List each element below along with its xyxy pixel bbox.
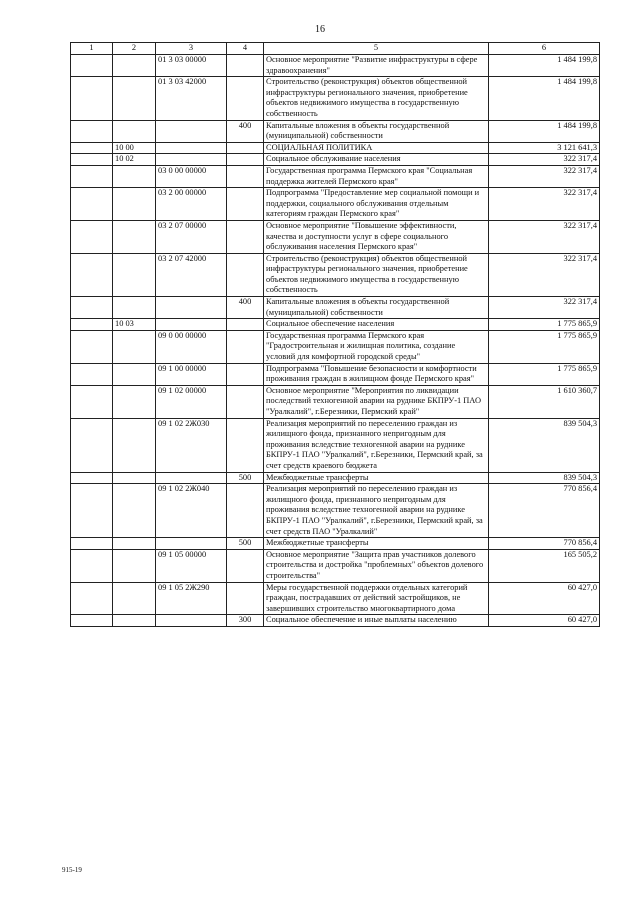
table-row bbox=[71, 120, 600, 142]
cell-section: 10 00 bbox=[113, 142, 156, 154]
cell-section bbox=[113, 297, 156, 319]
column-header: 3 bbox=[156, 43, 227, 55]
cell-col1 bbox=[71, 385, 113, 418]
table-row bbox=[71, 142, 600, 154]
cell-section bbox=[113, 418, 156, 472]
cell-col1 bbox=[71, 165, 113, 187]
cell-col1 bbox=[71, 549, 113, 582]
cell-amount: 322 317,4 bbox=[489, 154, 600, 166]
column-header: 1 bbox=[71, 43, 113, 55]
cell-target-article: 03 0 00 00000 bbox=[156, 165, 227, 187]
cell-target-article bbox=[156, 538, 227, 550]
cell-col1 bbox=[71, 418, 113, 472]
cell-target-article bbox=[156, 297, 227, 319]
cell-target-article: 03 2 07 00000 bbox=[156, 220, 227, 253]
cell-expense-type: 300 bbox=[227, 615, 264, 627]
cell-amount: 1 610 360,7 bbox=[489, 385, 600, 418]
cell-expense-type bbox=[227, 319, 264, 331]
cell-col1 bbox=[71, 55, 113, 77]
cell-amount: 839 504,3 bbox=[489, 472, 600, 484]
cell-amount: 322 317,4 bbox=[489, 188, 600, 221]
table-row bbox=[71, 538, 600, 550]
cell-expense-type bbox=[227, 582, 264, 615]
cell-expense-type bbox=[227, 418, 264, 472]
table-row bbox=[71, 615, 600, 627]
cell-target-article bbox=[156, 154, 227, 166]
cell-name: Основное мероприятие "Развитие инфраструктуры в сфере здравоохранения" bbox=[264, 55, 489, 77]
cell-name: Социальное обслуживание населения bbox=[264, 154, 489, 166]
cell-name: Государственная программа Пермского края "Градостроительная и жилищная политика, создание условий для комфортной городской среды" bbox=[264, 330, 489, 363]
cell-col1 bbox=[71, 188, 113, 221]
column-header: 4 bbox=[227, 43, 264, 55]
table-row bbox=[71, 549, 600, 582]
cell-target-article: 09 1 05 00000 bbox=[156, 549, 227, 582]
cell-name: Строительство (реконструкция) объектов общественной инфраструктуры регионального значения, приобретение объектов недвижимого имущества в государственную собственность bbox=[264, 77, 489, 120]
table-row bbox=[71, 582, 600, 615]
table-row bbox=[71, 55, 600, 77]
table-row bbox=[71, 319, 600, 331]
cell-expense-type bbox=[227, 220, 264, 253]
cell-name: Меры государственной поддержки отдельных категорий граждан, пострадавших от действий застройщиков, не завершивших строительство многоквартирного дома bbox=[264, 582, 489, 615]
cell-section bbox=[113, 253, 156, 296]
cell-amount: 322 317,4 bbox=[489, 165, 600, 187]
cell-section: 10 03 bbox=[113, 319, 156, 331]
cell-target-article: 01 3 03 00000 bbox=[156, 55, 227, 77]
table-row bbox=[71, 297, 600, 319]
table-row bbox=[71, 165, 600, 187]
cell-col1 bbox=[71, 154, 113, 166]
cell-section bbox=[113, 363, 156, 385]
cell-name: Подпрограмма "Повышение безопасности и комфортности проживания граждан в жилищном фонде Пермского края" bbox=[264, 363, 489, 385]
cell-amount: 1 484 199,8 bbox=[489, 55, 600, 77]
cell-amount: 322 317,4 bbox=[489, 253, 600, 296]
cell-col1 bbox=[71, 484, 113, 538]
cell-amount: 770 856,4 bbox=[489, 484, 600, 538]
cell-expense-type bbox=[227, 330, 264, 363]
cell-expense-type bbox=[227, 154, 264, 166]
cell-name: Основное мероприятие "Повышение эффективности, качества и доступности услуг в сфере социального обслуживания населения Пермского края" bbox=[264, 220, 489, 253]
cell-expense-type bbox=[227, 77, 264, 120]
cell-name: Реализация мероприятий по переселению граждан из жилищного фонда, признанного непригодным для проживания вследствие техногенной аварии на руднике БКПРУ-1 ПАО "Уралкалий", г.Березники, Пермский край, за счет средств ПАО "Уралкалий" bbox=[264, 484, 489, 538]
cell-target-article: 09 1 02 00000 bbox=[156, 385, 227, 418]
cell-section bbox=[113, 385, 156, 418]
cell-col1 bbox=[71, 120, 113, 142]
cell-section: 10 02 bbox=[113, 154, 156, 166]
cell-target-article: 03 2 00 00000 bbox=[156, 188, 227, 221]
cell-target-article: 09 0 00 00000 bbox=[156, 330, 227, 363]
cell-name: Основное мероприятие "Защита прав участников долевого строительства и достройка "проблемных" объектов долевого строительства" bbox=[264, 549, 489, 582]
cell-expense-type bbox=[227, 188, 264, 221]
cell-section bbox=[113, 538, 156, 550]
cell-col1 bbox=[71, 582, 113, 615]
cell-name: Реализация мероприятий по переселению граждан из жилищного фонда, признанного непригодным для проживания вследствие техногенной аварии на руднике БКПРУ-1 ПАО "Уралкалий", г.Березники, Пермский край, за счет средств краевого бюджета bbox=[264, 418, 489, 472]
cell-expense-type bbox=[227, 363, 264, 385]
table-row bbox=[71, 253, 600, 296]
cell-col1 bbox=[71, 472, 113, 484]
cell-col1 bbox=[71, 297, 113, 319]
cell-section bbox=[113, 484, 156, 538]
cell-amount: 839 504,3 bbox=[489, 418, 600, 472]
cell-target-article: 09 1 05 2Ж290 bbox=[156, 582, 227, 615]
cell-target-article: 03 2 07 42000 bbox=[156, 253, 227, 296]
cell-target-article: 09 1 02 2Ж030 bbox=[156, 418, 227, 472]
cell-section bbox=[113, 55, 156, 77]
cell-name: Социальное обеспечение и иные выплаты населению bbox=[264, 615, 489, 627]
table-header-row bbox=[71, 43, 600, 55]
cell-expense-type bbox=[227, 484, 264, 538]
cell-name: Капитальные вложения в объекты государственной (муниципальной) собственности bbox=[264, 120, 489, 142]
cell-target-article bbox=[156, 120, 227, 142]
cell-expense-type: 400 bbox=[227, 297, 264, 319]
table-row bbox=[71, 484, 600, 538]
cell-target-article: 01 3 03 42000 bbox=[156, 77, 227, 120]
cell-col1 bbox=[71, 142, 113, 154]
table-row bbox=[71, 77, 600, 120]
cell-col1 bbox=[71, 538, 113, 550]
cell-target-article bbox=[156, 472, 227, 484]
cell-amount: 165 505,2 bbox=[489, 549, 600, 582]
cell-col1 bbox=[71, 253, 113, 296]
cell-amount: 60 427,0 bbox=[489, 615, 600, 627]
cell-target-article: 09 1 00 00000 bbox=[156, 363, 227, 385]
page-number: 16 bbox=[315, 24, 325, 35]
cell-expense-type bbox=[227, 385, 264, 418]
cell-expense-type: 500 bbox=[227, 472, 264, 484]
table-row bbox=[71, 418, 600, 472]
cell-section bbox=[113, 120, 156, 142]
cell-section bbox=[113, 330, 156, 363]
cell-amount: 322 317,4 bbox=[489, 297, 600, 319]
cell-amount: 1 775 865,9 bbox=[489, 319, 600, 331]
cell-col1 bbox=[71, 220, 113, 253]
cell-expense-type bbox=[227, 253, 264, 296]
table-row bbox=[71, 472, 600, 484]
cell-col1 bbox=[71, 330, 113, 363]
cell-expense-type bbox=[227, 55, 264, 77]
column-header: 2 bbox=[113, 43, 156, 55]
cell-amount: 322 317,4 bbox=[489, 220, 600, 253]
cell-target-article: 09 1 02 2Ж040 bbox=[156, 484, 227, 538]
cell-expense-type bbox=[227, 549, 264, 582]
cell-amount: 1 775 865,9 bbox=[489, 330, 600, 363]
table-row bbox=[71, 220, 600, 253]
budget-table bbox=[70, 42, 600, 627]
cell-name: Основное мероприятие "Мероприятия по ликвидации последствий техногенной аварии на руднике БКПРУ-1 ПАО "Уралкалий", г.Березники, Пермский край" bbox=[264, 385, 489, 418]
cell-expense-type: 400 bbox=[227, 120, 264, 142]
cell-name: Капитальные вложения в объекты государственной (муниципальной) собственности bbox=[264, 297, 489, 319]
table-row bbox=[71, 188, 600, 221]
cell-section bbox=[113, 615, 156, 627]
cell-amount: 1 484 199,8 bbox=[489, 77, 600, 120]
cell-name: Государственная программа Пермского края "Социальная поддержка жителей Пермского края" bbox=[264, 165, 489, 187]
cell-amount: 1 484 199,8 bbox=[489, 120, 600, 142]
cell-expense-type bbox=[227, 142, 264, 154]
cell-name: Социальное обеспечение населения bbox=[264, 319, 489, 331]
cell-section bbox=[113, 549, 156, 582]
cell-amount: 1 775 865,9 bbox=[489, 363, 600, 385]
cell-col1 bbox=[71, 615, 113, 627]
cell-section bbox=[113, 77, 156, 120]
cell-name: Межбюджетные трансферты bbox=[264, 538, 489, 550]
cell-amount: 770 856,4 bbox=[489, 538, 600, 550]
column-header: 5 bbox=[264, 43, 489, 55]
cell-section bbox=[113, 188, 156, 221]
cell-target-article bbox=[156, 319, 227, 331]
cell-target-article bbox=[156, 615, 227, 627]
cell-expense-type bbox=[227, 165, 264, 187]
column-header: 6 bbox=[489, 43, 600, 55]
cell-expense-type: 500 bbox=[227, 538, 264, 550]
cell-section bbox=[113, 582, 156, 615]
table-row bbox=[71, 385, 600, 418]
table-row bbox=[71, 154, 600, 166]
cell-col1 bbox=[71, 319, 113, 331]
cell-name: Строительство (реконструкция) объектов общественной инфраструктуры регионального значения, приобретение объектов недвижимого имущества в государственную собственность bbox=[264, 253, 489, 296]
cell-section bbox=[113, 220, 156, 253]
cell-section bbox=[113, 165, 156, 187]
cell-name: СОЦИАЛЬНАЯ ПОЛИТИКА bbox=[264, 142, 489, 154]
table-row bbox=[71, 330, 600, 363]
cell-col1 bbox=[71, 363, 113, 385]
table-row bbox=[71, 363, 600, 385]
cell-target-article bbox=[156, 142, 227, 154]
cell-col1 bbox=[71, 77, 113, 120]
cell-name: Межбюджетные трансферты bbox=[264, 472, 489, 484]
cell-section bbox=[113, 472, 156, 484]
cell-name: Подпрограмма "Предоставление мер социальной помощи и поддержки, социального обслуживания отдельным категориям граждан Пермского края" bbox=[264, 188, 489, 221]
cell-amount: 3 121 641,3 bbox=[489, 142, 600, 154]
document-code: 915-19 bbox=[62, 866, 82, 874]
cell-amount: 60 427,0 bbox=[489, 582, 600, 615]
